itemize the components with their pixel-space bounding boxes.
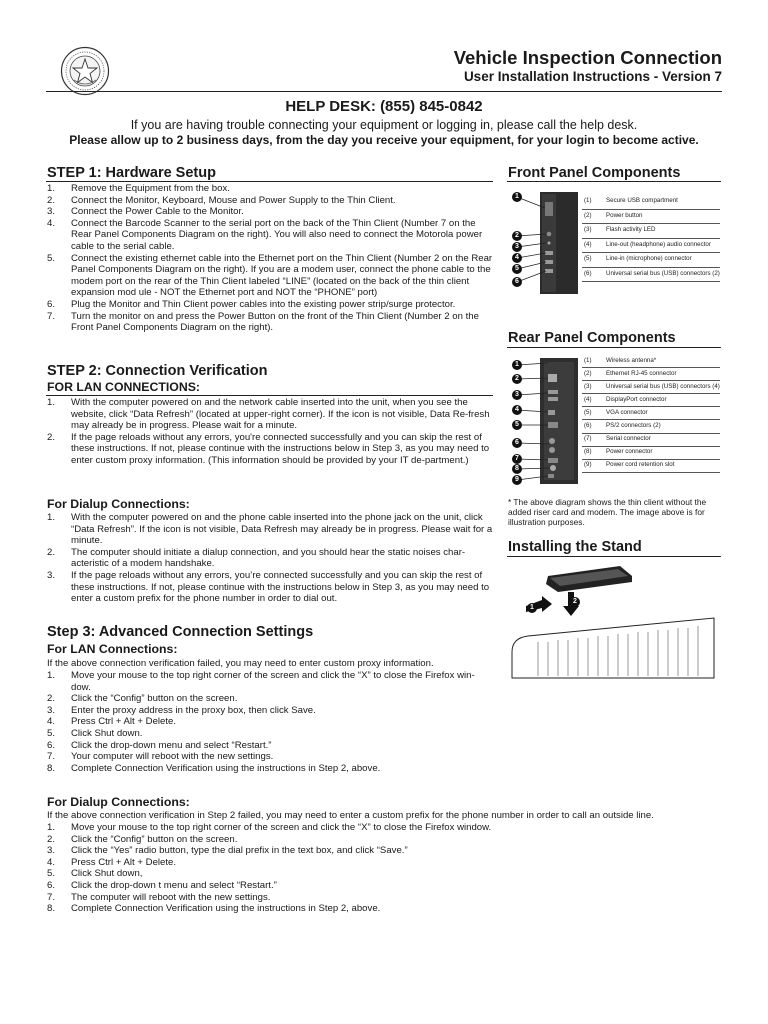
list-item — [47, 195, 493, 207]
step2-dialup-list — [47, 512, 493, 605]
callout-badge: 2 — [512, 374, 522, 384]
legend-number: (6) — [584, 269, 592, 277]
list-item-number: 6. — [47, 739, 56, 751]
list-item-text: Your computer will reboot with the new settings. — [71, 751, 274, 763]
legend-row — [582, 267, 720, 283]
list-item-number: 3. — [47, 704, 56, 716]
list-item — [47, 253, 493, 299]
step3-lan-intro: If the above connection verification failed, you may need to enter custom proxy information. — [47, 658, 434, 669]
legend-number: (5) — [584, 255, 592, 263]
list-item-text: Move your mouse to the top right corner of the screen and click the “X” to close the Firefox win-dow. — [71, 670, 475, 693]
list-item-text: Move your mouse to the top right corner of the screen and click the “X” to close the Firefox window. — [71, 822, 492, 833]
list-item-text: Click Shut down. — [71, 727, 143, 739]
list-item — [47, 183, 493, 195]
list-item-number: 5. — [47, 727, 56, 739]
legend-number: (3) — [584, 226, 592, 234]
list-item-text: Plug the Monitor and Thin Client power cables into the existing power strip/surge protector. — [71, 298, 456, 310]
list-item-number: 7. — [47, 751, 56, 763]
step3-dialup-heading: For Dialup Connections: — [47, 795, 190, 809]
legend-label: Line-out (headphone) audio connector — [606, 240, 711, 248]
legend-row — [582, 354, 720, 368]
list-item — [47, 880, 727, 892]
legend-number: (2) — [584, 369, 592, 377]
legend-row — [582, 223, 720, 239]
legend-row — [582, 367, 720, 381]
list-item-text: With the computer powered on and the network cable inserted into the unit, when you see the website, click “Data Refresh” (located at upper-right corner). If the icon is not visible, Data Re-fresh may already be in progress. Please wait for a minute. — [71, 397, 490, 432]
legend-row — [582, 380, 720, 394]
step3-lan-list — [47, 670, 493, 774]
list-item-number: 8. — [47, 903, 56, 915]
list-item-number: 7. — [47, 891, 56, 903]
list-item-text: Connect the Monitor, Keyboard, Mouse and Power Supply to the Thin Client. — [71, 194, 396, 206]
list-item-number: 2. — [47, 431, 56, 443]
list-item-text: If the page reloads without any errors, you’re connected successfully and you can skip the rest of these instructions. If not, please continue with the instructions below in Step 3, as you may need to enter a custom prefix for the phone number in order to dial out. — [71, 569, 490, 605]
list-item-number: 5. — [47, 252, 56, 264]
list-item-text: Connect the Barcode Scanner to the serial port on the back of the Thin Client (Number 7 on the Rear Panel Components Diagram on the right). You will also need to connect the Motorola power cable to the serial cable. — [71, 217, 483, 252]
callout-badge: 3 — [512, 242, 522, 252]
list-item-number: 8. — [47, 762, 56, 774]
stand-divider — [507, 556, 721, 557]
callout-badge: 1 — [527, 603, 537, 613]
state-seal-logo — [60, 46, 110, 96]
callout-badge: 4 — [512, 405, 522, 415]
list-item-number: 1. — [47, 183, 56, 194]
list-item-text: Click the “Config” button on the screen. — [71, 833, 238, 845]
rear-panel-heading: Rear Panel Components — [508, 330, 676, 346]
list-item — [47, 512, 493, 547]
legend-label: Line-in (microphone) connector — [606, 255, 692, 263]
legend-number: (7) — [584, 435, 592, 443]
legend-row — [582, 252, 720, 268]
list-item — [47, 903, 727, 915]
list-item-number: 5. — [47, 868, 56, 880]
stand-heading: Installing the Stand — [508, 539, 642, 555]
legend-number: (1) — [584, 197, 592, 205]
front-panel-divider — [507, 181, 721, 182]
rear-panel-divider — [507, 347, 721, 348]
list-item-number: 3. — [47, 206, 56, 218]
list-item — [47, 570, 493, 605]
list-item-number: 7. — [47, 310, 56, 322]
list-item-number: 3. — [47, 569, 56, 581]
list-item-text: Press Ctrl + Alt + Delete. — [71, 716, 177, 728]
callout-badge: 3 — [512, 390, 522, 400]
legend-row — [582, 420, 720, 434]
list-item-text: Click Shut down, — [71, 868, 143, 880]
legend-row — [582, 209, 720, 225]
step2-lan-list — [47, 397, 493, 467]
list-item-text: Click the “Config” button on the screen. — [71, 693, 238, 705]
list-item-number: 2. — [47, 194, 56, 206]
legend-row — [582, 406, 720, 420]
list-item — [47, 206, 493, 218]
list-item — [47, 892, 727, 904]
legend-label: Universal serial bus (USB) connectors (4) — [606, 382, 720, 390]
list-item-number: 1. — [47, 822, 56, 833]
list-item-text: Click the drop-down menu and select “Restart.” — [71, 739, 272, 751]
list-item — [47, 432, 493, 467]
legend-number: (6) — [584, 422, 592, 430]
list-item — [47, 705, 493, 717]
list-item-text: Complete Connection Verification using the instructions in Step 2, above. — [71, 903, 381, 915]
legend-label: Secure USB compartment — [606, 197, 678, 205]
list-item-text: Connect the existing ethernet cable into the Ethernet port on the Thin Client (Number 2 on the Rear Panel Components Diagram on the right). If you are a modem user, connect the phone cable to the modem port on the rear of the Thin Client labeled “LINE” (located on the back of the thin client expansion mod ule - NOT the Ethernet port and NOT the “PHONE” port) — [71, 252, 493, 299]
callout-badge: 5 — [512, 264, 522, 274]
legend-row — [582, 446, 720, 460]
list-item — [47, 763, 493, 775]
callout-badge: 1 — [512, 360, 522, 370]
legend-label: Power button — [606, 211, 643, 219]
list-item-number: 6. — [47, 879, 56, 891]
list-item — [47, 397, 493, 432]
list-item-number: 4. — [47, 217, 56, 229]
callout-badge: 6 — [512, 277, 522, 287]
list-item-text: Click the “Yes” radio button, type the dial prefix in the text box, and click “Save.” — [71, 845, 408, 857]
list-item-text: The computer should initiate a dialup connection, and you should hear the static noises char-acteristic of a modem handshake. — [71, 546, 466, 570]
legend-label: DisplayPort connector — [606, 395, 667, 403]
legend-label: VGA connector — [606, 408, 648, 416]
callout-badge: 2 — [512, 231, 522, 241]
legend-number: (8) — [584, 448, 592, 456]
legend-label: PS/2 connectors (2) — [606, 422, 661, 430]
legend-row — [582, 459, 720, 473]
callout-badge: 4 — [512, 253, 522, 263]
list-item — [47, 693, 493, 705]
stand-diagram — [508, 562, 722, 680]
list-item — [47, 845, 727, 857]
legend-number: (2) — [584, 211, 592, 219]
list-item-text: With the computer powered on and the phone cable inserted into the phone jack on the unit, click “Data Refresh”. If the icon is not visible, Data Refresh may already be in progress. Please wait for a minute. — [71, 512, 493, 547]
list-item-number: 4. — [47, 716, 56, 728]
list-item-number: 2. — [47, 833, 56, 845]
legend-label: Serial connector — [606, 435, 651, 443]
list-item — [47, 299, 493, 311]
callout-badge: 2 — [570, 597, 580, 607]
list-item-text: Click the drop-down t menu and select “Restart.” — [71, 879, 277, 891]
legend-number: (5) — [584, 408, 592, 416]
step2-lan-heading: FOR LAN CONNECTIONS: — [47, 380, 201, 394]
callout-badge: 9 — [512, 475, 522, 485]
rear-panel-legend — [582, 354, 720, 472]
legend-row — [582, 393, 720, 407]
callout-badge: 6 — [512, 438, 522, 448]
legend-label: Power connector — [606, 448, 653, 456]
list-item-text: Remove the Equipment from the box. — [71, 183, 230, 194]
document-subtitle: User Installation Instructions - Version 7 — [463, 69, 722, 84]
list-item — [47, 751, 493, 763]
legend-number: (4) — [584, 240, 592, 248]
list-item — [47, 857, 727, 869]
list-item-text: Press Ctrl + Alt + Delete. — [71, 856, 177, 868]
legend-label: Wireless antenna* — [606, 356, 657, 364]
front-panel-heading: Front Panel Components — [508, 165, 681, 181]
list-item — [47, 740, 493, 752]
list-item-number: 4. — [47, 856, 56, 868]
list-item — [47, 834, 727, 846]
list-item — [47, 716, 493, 728]
step3-heading: Step 3: Advanced Connection Settings — [47, 624, 314, 640]
list-item-text: Turn the monitor on and press the Power Button on the front of the Thin Client (Number 2 on the Front Panel Components Diagram on the right). — [71, 310, 479, 334]
list-item — [47, 822, 727, 834]
front-panel-legend — [582, 194, 720, 282]
document-title: Vehicle Inspection Connection — [453, 47, 722, 68]
legend-row — [582, 433, 720, 447]
activation-note: Please allow up to 2 business days, from the day you receive your equipment, for your login to become active. — [69, 133, 699, 147]
legend-number: (9) — [584, 461, 592, 469]
legend-label: Power cord retention slot — [606, 461, 675, 469]
list-item — [47, 311, 493, 334]
list-item-text: Complete Connection Verification using the instructions in Step 2, above. — [71, 762, 381, 774]
list-item-number: 1. — [47, 512, 56, 523]
list-item-number: 3. — [47, 845, 56, 857]
list-item-number: 2. — [47, 693, 56, 705]
list-item — [47, 728, 493, 740]
helpdesk-phone: HELP DESK: (855) 845-0842 — [285, 98, 483, 115]
header-divider — [46, 91, 722, 92]
callout-badge: 8 — [512, 464, 522, 474]
list-item — [47, 218, 493, 253]
callout-badge: 1 — [512, 192, 522, 202]
list-item — [47, 547, 493, 570]
legend-number: (1) — [584, 356, 592, 364]
list-item-text: Enter the proxy address in the proxy box, then click Save. — [71, 704, 316, 716]
legend-label: Flash activity LED — [606, 226, 656, 234]
callout-badge: 7 — [512, 454, 522, 464]
step2-dialup-heading: For Dialup Connections: — [47, 497, 190, 511]
list-item-number: 6. — [47, 298, 56, 310]
legend-number: (4) — [584, 395, 592, 403]
step1-heading: STEP 1: Hardware Setup — [47, 165, 216, 181]
list-item-text: The computer will reboot with the new settings. — [71, 891, 271, 903]
legend-number: (3) — [584, 382, 592, 390]
list-item — [47, 868, 727, 880]
rear-panel-footnote: * The above diagram shows the thin client without the added riser card and modem. The image above is for illustration purposes. — [508, 497, 707, 528]
step3-dialup-intro: If the above connection verification in Step 2 failed, you may need to enter a custom prefix for the phone number in order to call an outside line. — [47, 810, 654, 821]
legend-label: Universal serial bus (USB) connectors (2) — [606, 269, 720, 277]
legend-row — [582, 238, 720, 254]
step3-dialup-list — [47, 822, 727, 915]
list-item-text: If the page reloads without any errors, you're connected successfully and you can skip the rest of these instructions. If not, please continue with the instructions below in Step 3, as you may need to enter custom proxy information. (This information should be provided by your IT de-partment.) — [71, 431, 490, 466]
step2-heading: STEP 2: Connection Verification — [47, 363, 268, 379]
step3-lan-heading: For LAN Connections: — [47, 642, 178, 656]
list-item-number: 2. — [47, 546, 56, 558]
list-item-text: Connect the Power Cable to the Monitor. — [71, 206, 244, 218]
step1-list — [47, 183, 493, 334]
list-item — [47, 670, 493, 693]
helpdesk-note: If you are having trouble connecting your equipment or logging in, please call the help desk. — [130, 118, 638, 132]
list-item-number: 1. — [47, 397, 56, 408]
legend-row — [582, 194, 720, 210]
list-item-number: 1. — [47, 670, 56, 681]
legend-label: Ethernet RJ-45 connector — [606, 369, 677, 377]
callout-badge: 5 — [512, 420, 522, 430]
